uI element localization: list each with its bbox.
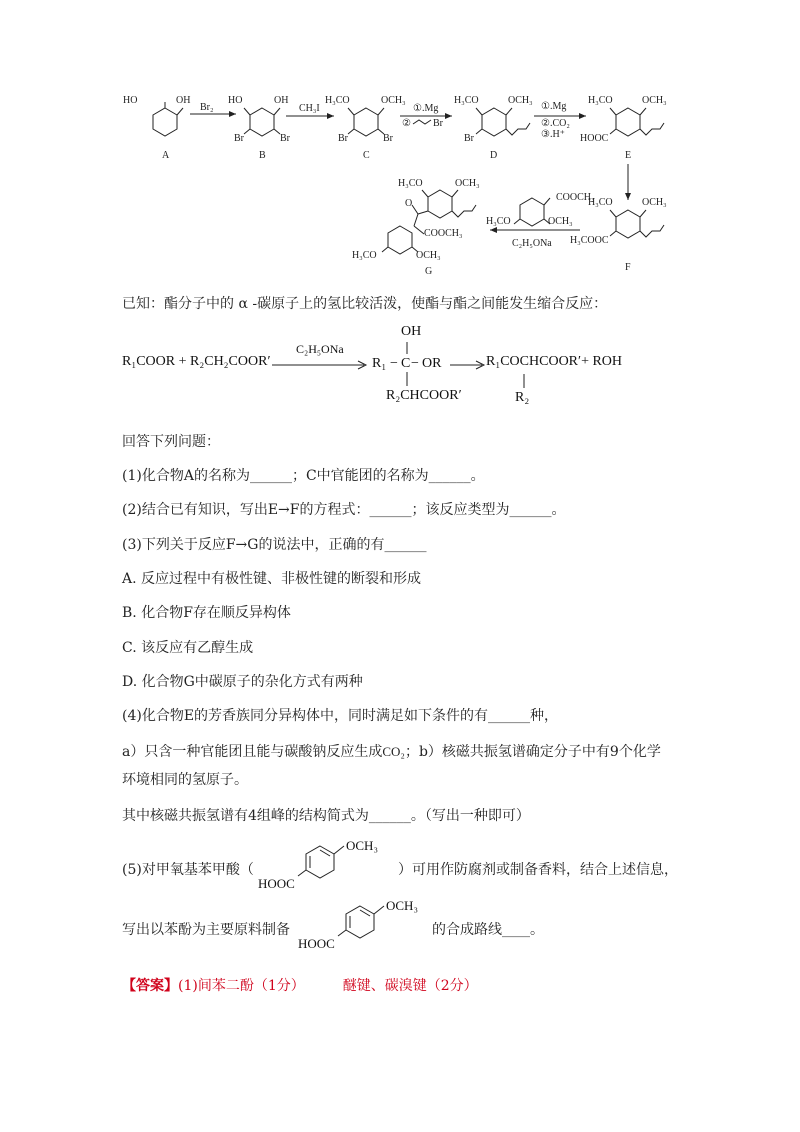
reagent-mg-2: ①.Mg	[541, 101, 567, 112]
label-b-br-right: Br	[280, 133, 290, 144]
label-d-h3co: H₃CO	[454, 95, 479, 106]
label-e-hooc: HOOC	[580, 133, 609, 144]
q5-hooc-2: HOOC	[298, 936, 335, 951]
known-int-r1: R₁	[372, 356, 387, 371]
compound-a-ring	[153, 108, 177, 136]
question-5-post: ）可用作防腐剂或制备香料，结合上述信息，	[398, 862, 678, 878]
question-4: (4)化合物E的芳香族同分异构体中，同时满足如下条件的有______种，	[122, 708, 559, 724]
known-intro: 已知：酯分子中的 α -碳原子上的氢比较活泼，使酯与酯之间能发生缩合反应：	[122, 296, 608, 312]
known-product-r2: R₂	[515, 390, 530, 405]
reagent-ester-ring	[520, 198, 544, 226]
label-c-och3: OCH₃	[381, 95, 406, 106]
compound-d-ring	[482, 108, 506, 136]
question-4b: 环境相同的氢原子。	[122, 772, 248, 788]
known-product: R₁COCHCOOR′+ ROH	[486, 354, 623, 369]
compound-b-ring	[250, 108, 274, 136]
q5-och3-2: OCH₃	[386, 898, 418, 913]
compound-label-f: F	[625, 262, 631, 273]
reagent-ester-cooch3: COOCH₃	[556, 192, 595, 203]
compound-label-e: E	[625, 150, 632, 161]
compound-e-ring	[616, 108, 640, 136]
question-3: (3)下列关于反应F→G的说法中，正确的有______	[122, 537, 427, 553]
reagent-co2: ②.CO₂	[541, 118, 570, 129]
question-4a	[122, 742, 661, 762]
question-4a-co2: CO₂	[382, 744, 405, 759]
question-5b-post: 的合成路线____。	[432, 922, 544, 938]
label-b-oh: OH	[274, 95, 289, 106]
question-4a-rest: ；b）核磁共振氢谱确定分子中有9个化学	[404, 744, 661, 760]
label-c-h3co: H₃CO	[325, 95, 350, 106]
label-a-ho: HO	[123, 95, 138, 106]
known-product-bond	[521, 374, 527, 390]
known-int-bottom: R₂CHCOOR′	[386, 388, 462, 403]
label-e-h3co: H₃CO	[588, 95, 613, 106]
known-reactants: R₁COOR + R₂CH₂COOR′	[122, 354, 271, 369]
label-f-och3: OCH₃	[642, 197, 667, 208]
answer-part-2: 醚键、碳溴键（2分）	[342, 978, 478, 994]
compound-label-a: A	[162, 150, 170, 161]
label-g-o: O	[405, 198, 413, 209]
label-g-och3: OCH₃	[455, 178, 480, 189]
reagent-br2: Br₂	[200, 102, 214, 113]
question-5-pre: (5)对甲氧基苯甲酸（	[122, 862, 254, 878]
question-1: (1)化合物A的名称为______；C中官能团的名称为______。	[122, 468, 485, 484]
reagent-allyl-br: Br	[433, 118, 443, 129]
compound-label-d: D	[490, 150, 498, 161]
label-b-br-left: Br	[234, 133, 244, 144]
known-int-oh: OH	[401, 324, 422, 339]
label-f-h3co: H₃CO	[588, 197, 613, 208]
label-f-h3cooc: H₃COOC	[570, 235, 609, 246]
known-reagent: C₂H₅ONa	[296, 342, 344, 356]
answer-line	[122, 976, 478, 996]
option-a: A. 反应过程中有极性键、非极性键的断裂和形成	[122, 571, 422, 587]
answer-part-1: (1)间苯二酚（1分）	[178, 978, 305, 994]
option-b: B. 化合物F存在顺反异构体	[122, 605, 291, 621]
label-a-oh: OH	[176, 95, 191, 106]
known-int-or: OR	[422, 356, 442, 371]
compound-c-ring	[354, 108, 378, 136]
reagent-mg-1: ①.Mg	[413, 103, 439, 114]
known-int-dash-right: −	[411, 356, 419, 371]
answer-tag: 【答案】	[122, 978, 178, 994]
reagent-ester-h3co: H₃CO	[486, 216, 511, 227]
question-5b-pre: 写出以苯酚为主要原料制备	[122, 922, 290, 938]
compound-f-ring	[616, 210, 640, 238]
known-arrow-2	[448, 360, 488, 370]
label-g-och3-lower: OCH₃	[416, 250, 441, 261]
reagent-c2h5ona: C₂H₅ONa	[512, 238, 552, 249]
label-d-br: Br	[464, 133, 474, 144]
compound-label-g: G	[425, 266, 433, 277]
label-b-ho: HO	[228, 95, 243, 106]
questions-intro: 回答下列问题：	[122, 434, 220, 450]
label-d-och3: OCH₃	[508, 95, 533, 106]
question-4a-text: a）只含一种官能团且能与碳酸钠反应生成	[122, 744, 383, 760]
reagent-ester-och3: OCH₃	[548, 216, 573, 227]
label-c-br-right: Br	[383, 133, 393, 144]
compound-label-b: B	[259, 150, 266, 161]
label-e-och3: OCH₃	[642, 95, 667, 106]
q5-hooc-1: HOOC	[258, 876, 295, 891]
label-g-h3co-lower: H₃CO	[352, 250, 377, 261]
reagent-ch3i: CH₃I	[299, 103, 320, 114]
known-int-c: C	[401, 356, 411, 371]
compound-label-c: C	[363, 150, 370, 161]
known-int-dash-left: −	[390, 356, 398, 371]
scheme-drawing	[0, 0, 800, 290]
known-arrow-1	[270, 360, 370, 370]
label-g-h3co: H₃CO	[398, 178, 423, 189]
reaction-scheme	[0, 0, 800, 290]
compound-g-ring-lower	[388, 226, 412, 254]
option-d: D. 化合物G中碳原子的杂化方式有两种	[122, 674, 363, 690]
reagent-h-plus: ③.H⁺	[541, 129, 565, 140]
label-g-cooch3: COOCH₃	[424, 228, 463, 239]
option-c: C. 该反应有乙醇生成	[122, 640, 254, 656]
compound-g-ring-upper	[428, 190, 452, 218]
reagent-step2: ②	[402, 118, 411, 129]
question-4c: 其中核磁共振氢谱有4组峰的结构简式为______。（写出一种即可）	[122, 808, 530, 824]
question-2: (2)结合已有知识，写出E→F的方程式：______；该反应类型为______。	[122, 502, 566, 518]
label-c-br-left: Br	[338, 133, 348, 144]
q5-och3-1: OCH₃	[346, 838, 378, 853]
